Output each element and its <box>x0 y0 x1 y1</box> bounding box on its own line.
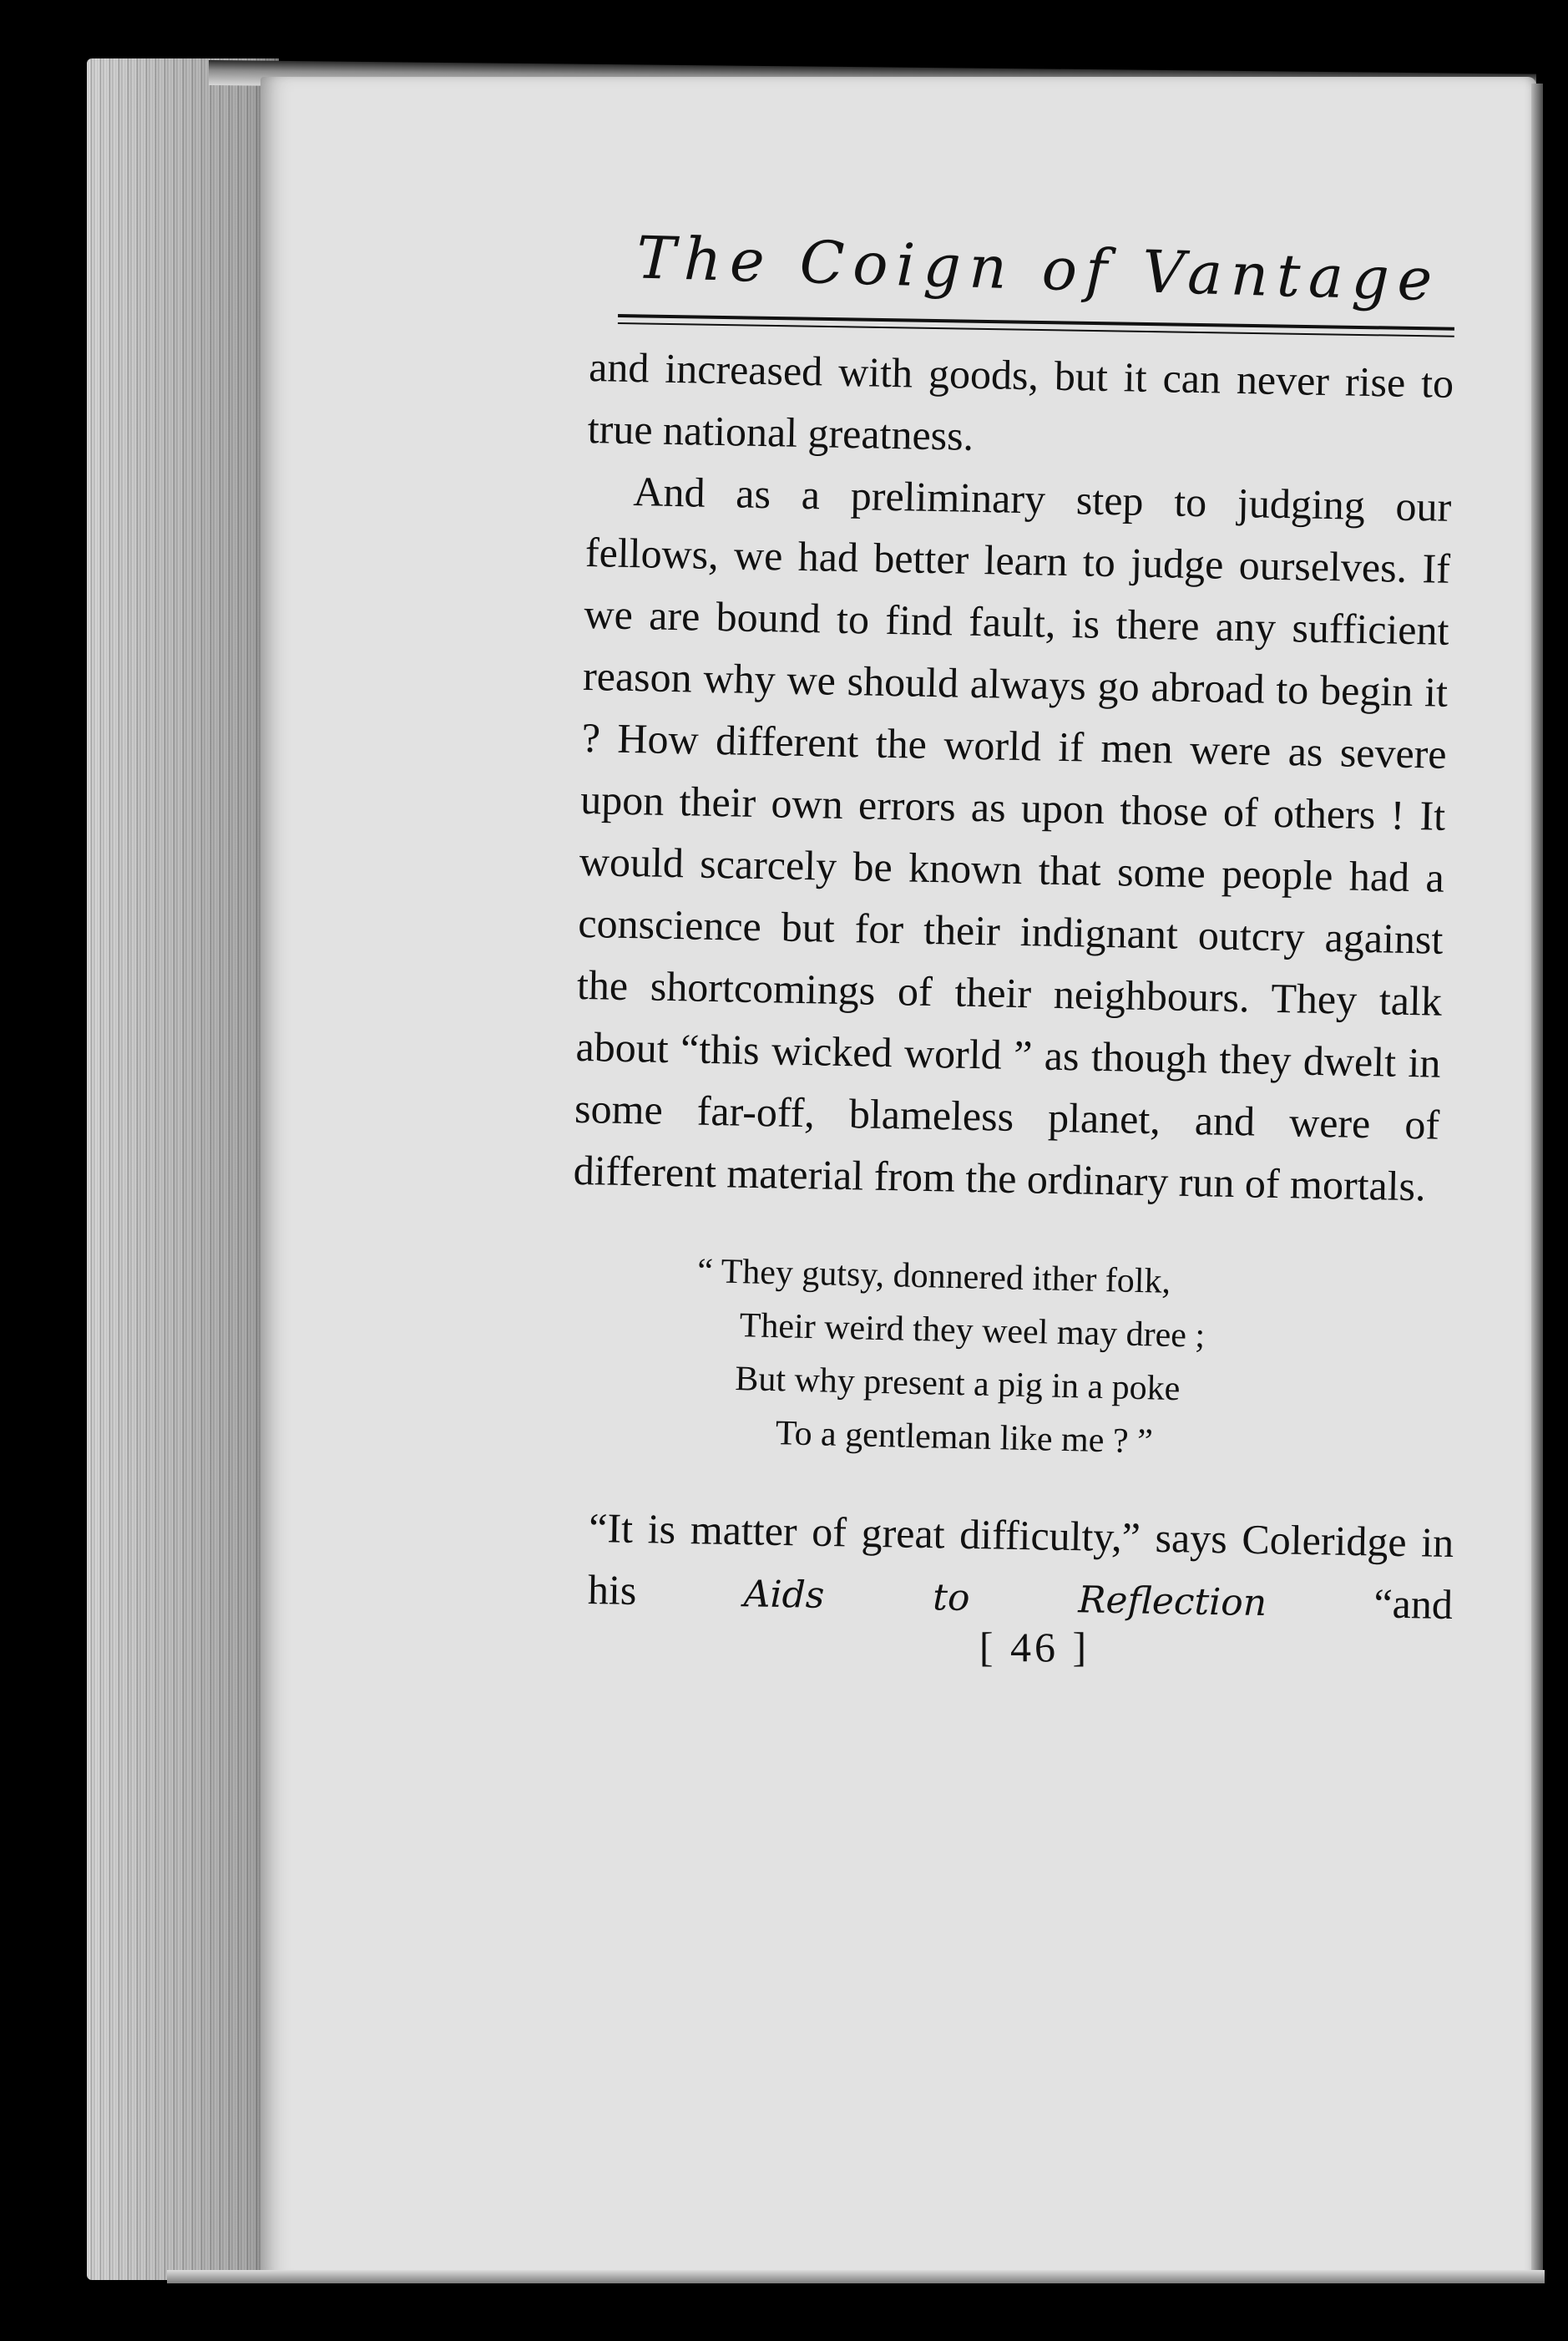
verse-line-1: “ They gutsy, donnered ither folk, <box>696 1251 1171 1301</box>
page-number: [ 46 ] <box>979 1624 1090 1670</box>
coleridge-text-before-title: “It is matter of great difficulty,” says Coleridge in his <box>587 1503 1454 1614</box>
paragraph-coleridge <box>587 1497 1454 1638</box>
paragraph-coleridge-text <box>587 1497 1454 1638</box>
paragraph: And as a preliminary step to judging our fellows, we had better learn to judge ourselves. If we are bound to find fault, is there any sufficient reason why we should always go abroad to begin it ? How different the world if men were as severe upon their own errors as upon those of others ! It would scarcely be known that some people had a conscience but for their indignant outcry against the shortcomings of their neighbours. They talk about “this wicked world ” as though they dwelt in some far-off, blameless planet, and were of different material from the ordinary run of mortals. <box>573 468 1452 1210</box>
book-title: Aids to Reflection <box>743 1573 1267 1625</box>
right-page-edge <box>1531 84 1543 2280</box>
paragraph-continuation: and increased with goods, but it can never rise to true national greatness. <box>587 342 1454 459</box>
page-stack-shadow <box>87 58 279 2280</box>
bottom-page-edge <box>167 2270 1545 2283</box>
header-rule-thick <box>618 314 1454 331</box>
verse-line-2: Their weird they weel may dree ; <box>739 1306 1206 1355</box>
coleridge-text-after-title: “and <box>1373 1579 1454 1629</box>
page-text-block <box>573 223 1454 1671</box>
body-text <box>573 336 1454 1218</box>
header-rule <box>618 314 1454 337</box>
verse-quotation <box>693 1244 1454 1475</box>
running-head: The Coign of Vantage <box>635 223 1442 315</box>
verse-line-4: To a gentleman like me ? ” <box>775 1414 1154 1462</box>
verse-line-3: But why present a pig in a poke <box>734 1360 1181 1409</box>
